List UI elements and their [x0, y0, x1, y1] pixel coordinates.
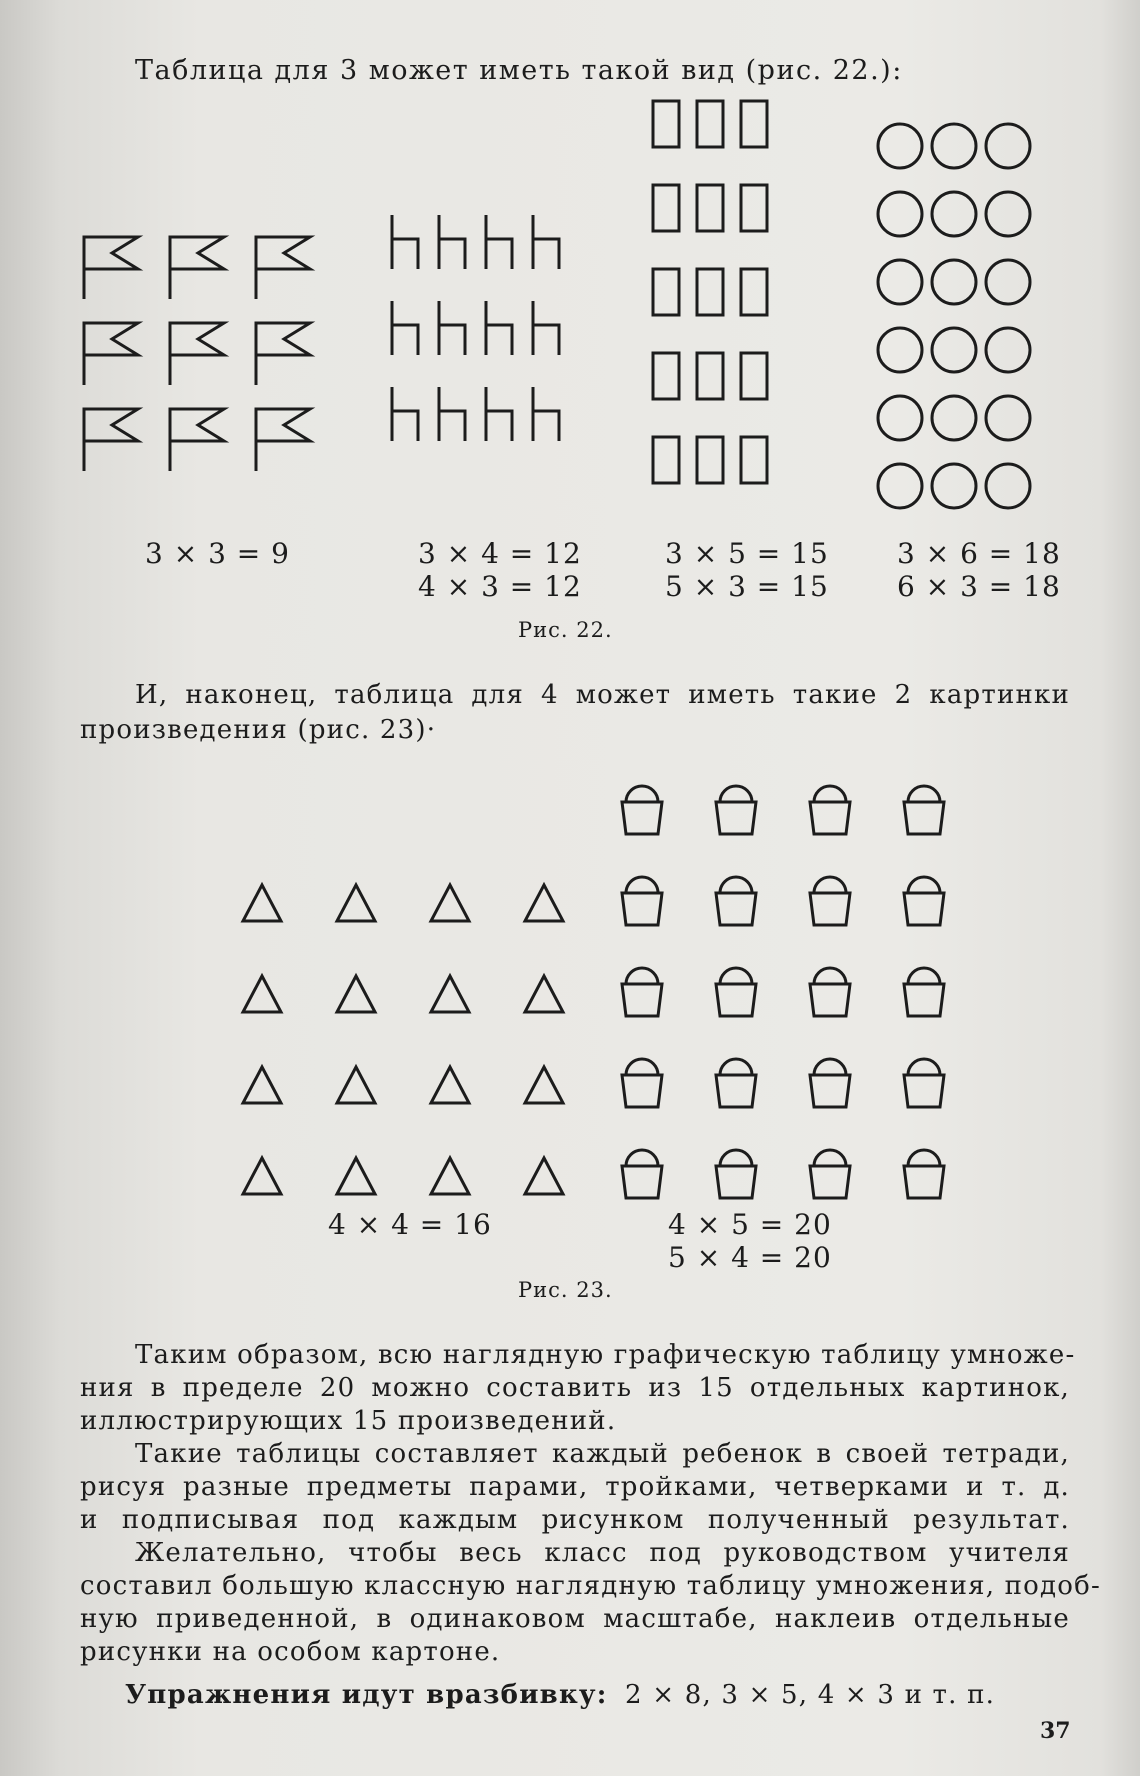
- circle-icon: [986, 464, 1030, 508]
- flag-icon: [256, 409, 310, 471]
- circle-icon: [986, 260, 1030, 304]
- rectangle-icon: [741, 353, 767, 399]
- chair-icon: [486, 215, 512, 269]
- flag-icon: [256, 323, 310, 385]
- circle-icon: [986, 328, 1030, 372]
- bucket-icon: [810, 786, 850, 834]
- rectangle-icon: [653, 269, 679, 315]
- triangle-icon: [525, 885, 563, 921]
- para4-line-3: и подписывая под каждым рисунком полученный результат.: [80, 1505, 1070, 1535]
- para2-line-2: произведения (рис. 23)·: [80, 715, 437, 745]
- equation-4x3: 4 × 3 = 12: [418, 570, 582, 603]
- chair-icon: [392, 301, 418, 355]
- bucket-icon: [810, 877, 850, 925]
- figure-22-caption: Рис. 22.: [518, 618, 613, 642]
- circle-icon: [932, 396, 976, 440]
- bucket-icon: [716, 1150, 756, 1198]
- circle-icon: [932, 192, 976, 236]
- triangle-icon: [431, 1067, 469, 1103]
- equation-3x4: 3 × 4 = 12: [418, 537, 582, 570]
- circle-icon: [932, 260, 976, 304]
- para5-line-2: составил большую классную наглядную таблицу умножения, подоб-: [80, 1571, 1101, 1601]
- bucket-icon: [716, 1059, 756, 1107]
- triangle-icon: [525, 1158, 563, 1194]
- bucket-icon: [904, 1150, 944, 1198]
- rectangle-icon: [697, 353, 723, 399]
- rectangle-icon: [653, 353, 679, 399]
- circle-group: [878, 124, 1030, 508]
- circle-icon: [932, 464, 976, 508]
- flag-icon: [84, 409, 138, 471]
- equation-3x5: 3 × 5 = 15: [665, 537, 829, 570]
- circle-icon: [986, 124, 1030, 168]
- bucket-icon: [622, 877, 662, 925]
- chair-icon: [439, 387, 465, 441]
- circle-icon: [932, 124, 976, 168]
- bucket-icon: [716, 877, 756, 925]
- para5-line-3: ную приведенной, в одинаковом масштабе, наклеив отдельные: [80, 1604, 1070, 1634]
- rectangle-icon: [697, 101, 723, 147]
- chair-icon: [533, 387, 559, 441]
- equation-6x3: 6 × 3 = 18: [897, 570, 1061, 603]
- bucket-icon: [716, 968, 756, 1016]
- circle-icon: [932, 328, 976, 372]
- rectangle-icon: [741, 269, 767, 315]
- para4-line-1: Такие таблицы составляет каждый ребенок в своей тетради,: [135, 1439, 1070, 1469]
- equation-3x6: 3 × 6 = 18: [897, 537, 1061, 570]
- triangle-icon: [337, 1158, 375, 1194]
- flag-icon: [170, 409, 224, 471]
- chair-group: [392, 215, 559, 441]
- bucket-icon: [904, 968, 944, 1016]
- intro-text: Таблица для 3 может иметь такой вид (рис. 22.):: [135, 55, 903, 86]
- figure-23-caption: Рис. 23.: [518, 1278, 613, 1302]
- chair-icon: [486, 301, 512, 355]
- bucket-icon: [716, 786, 756, 834]
- chair-icon: [533, 301, 559, 355]
- bucket-icon: [622, 1150, 662, 1198]
- rectangle-icon: [741, 101, 767, 147]
- rectangle-icon: [653, 101, 679, 147]
- triangle-icon: [431, 1158, 469, 1194]
- flag-icon: [256, 237, 310, 299]
- flag-icon: [84, 323, 138, 385]
- rectangle-icon: [697, 185, 723, 231]
- bucket-icon: [904, 1059, 944, 1107]
- para3-line-1: Таким образом, всю наглядную графическую таблицу умноже-: [135, 1340, 1076, 1370]
- equation-3x3: 3 × 3 = 9: [145, 537, 290, 570]
- triangle-icon: [243, 885, 281, 921]
- circle-icon: [878, 328, 922, 372]
- rectangle-icon: [653, 437, 679, 483]
- triangle-icon: [525, 976, 563, 1012]
- flag-group: [84, 237, 310, 471]
- para5-line-4: рисунки на особом картоне.: [80, 1637, 501, 1667]
- bucket-icon: [904, 877, 944, 925]
- triangle-icon: [243, 1067, 281, 1103]
- para3-line-2: ния в пределе 20 можно составить из 15 отдельных картинок,: [80, 1373, 1070, 1403]
- chair-icon: [533, 215, 559, 269]
- triangle-icon: [525, 1067, 563, 1103]
- para2-line-1: И, наконец, таблица для 4 может иметь такие 2 картинки: [135, 680, 1070, 710]
- exercise-items: 2 × 8, 3 × 5, 4 × 3 и т. п.: [625, 1680, 996, 1710]
- triangle-icon: [431, 885, 469, 921]
- rectangle-icon: [697, 269, 723, 315]
- chair-icon: [392, 387, 418, 441]
- exercise-label: Упражнения идут вразбивку:: [125, 1680, 608, 1710]
- chair-icon: [439, 215, 465, 269]
- bucket-icon: [810, 1059, 850, 1107]
- circle-icon: [878, 396, 922, 440]
- flag-icon: [170, 323, 224, 385]
- rectangle-icon: [697, 437, 723, 483]
- page-number: 37: [1040, 1718, 1071, 1744]
- triangle-icon: [337, 976, 375, 1012]
- para3-line-3: иллюстрирующих 15 произведений.: [80, 1406, 617, 1436]
- triangle-icon: [337, 885, 375, 921]
- bucket-icon: [622, 786, 662, 834]
- chair-icon: [439, 301, 465, 355]
- para5-line-1: Желательно, чтобы весь класс под руководством учителя: [135, 1538, 1070, 1568]
- circle-icon: [878, 260, 922, 304]
- bucket-icon: [810, 968, 850, 1016]
- equation-5x3: 5 × 3 = 15: [665, 570, 829, 603]
- triangle-icon: [243, 1158, 281, 1194]
- equation-4x4: 4 × 4 = 16: [328, 1208, 492, 1241]
- triangle-group: [243, 885, 563, 1194]
- flag-icon: [170, 237, 224, 299]
- equation-5x4: 5 × 4 = 20: [668, 1241, 832, 1274]
- equation-4x5: 4 × 5 = 20: [668, 1208, 832, 1241]
- bucket-icon: [904, 786, 944, 834]
- rectangle-icon: [741, 437, 767, 483]
- circle-icon: [986, 192, 1030, 236]
- bucket-icon: [810, 1150, 850, 1198]
- triangle-icon: [243, 976, 281, 1012]
- para4-line-2: рисуя разные предметы парами, тройками, четверками и т. д.: [80, 1472, 1070, 1502]
- rectangle-icon: [653, 185, 679, 231]
- circle-icon: [986, 396, 1030, 440]
- bucket-group: [622, 786, 944, 1198]
- triangle-icon: [431, 976, 469, 1012]
- bucket-icon: [622, 968, 662, 1016]
- chair-icon: [486, 387, 512, 441]
- rectangle-icon: [741, 185, 767, 231]
- circle-icon: [878, 124, 922, 168]
- triangle-icon: [337, 1067, 375, 1103]
- circle-icon: [878, 192, 922, 236]
- bucket-icon: [622, 1059, 662, 1107]
- chair-icon: [392, 215, 418, 269]
- rectangle-group: [653, 101, 767, 483]
- circle-icon: [878, 464, 922, 508]
- exercise-line: [125, 1680, 995, 1710]
- flag-icon: [84, 237, 138, 299]
